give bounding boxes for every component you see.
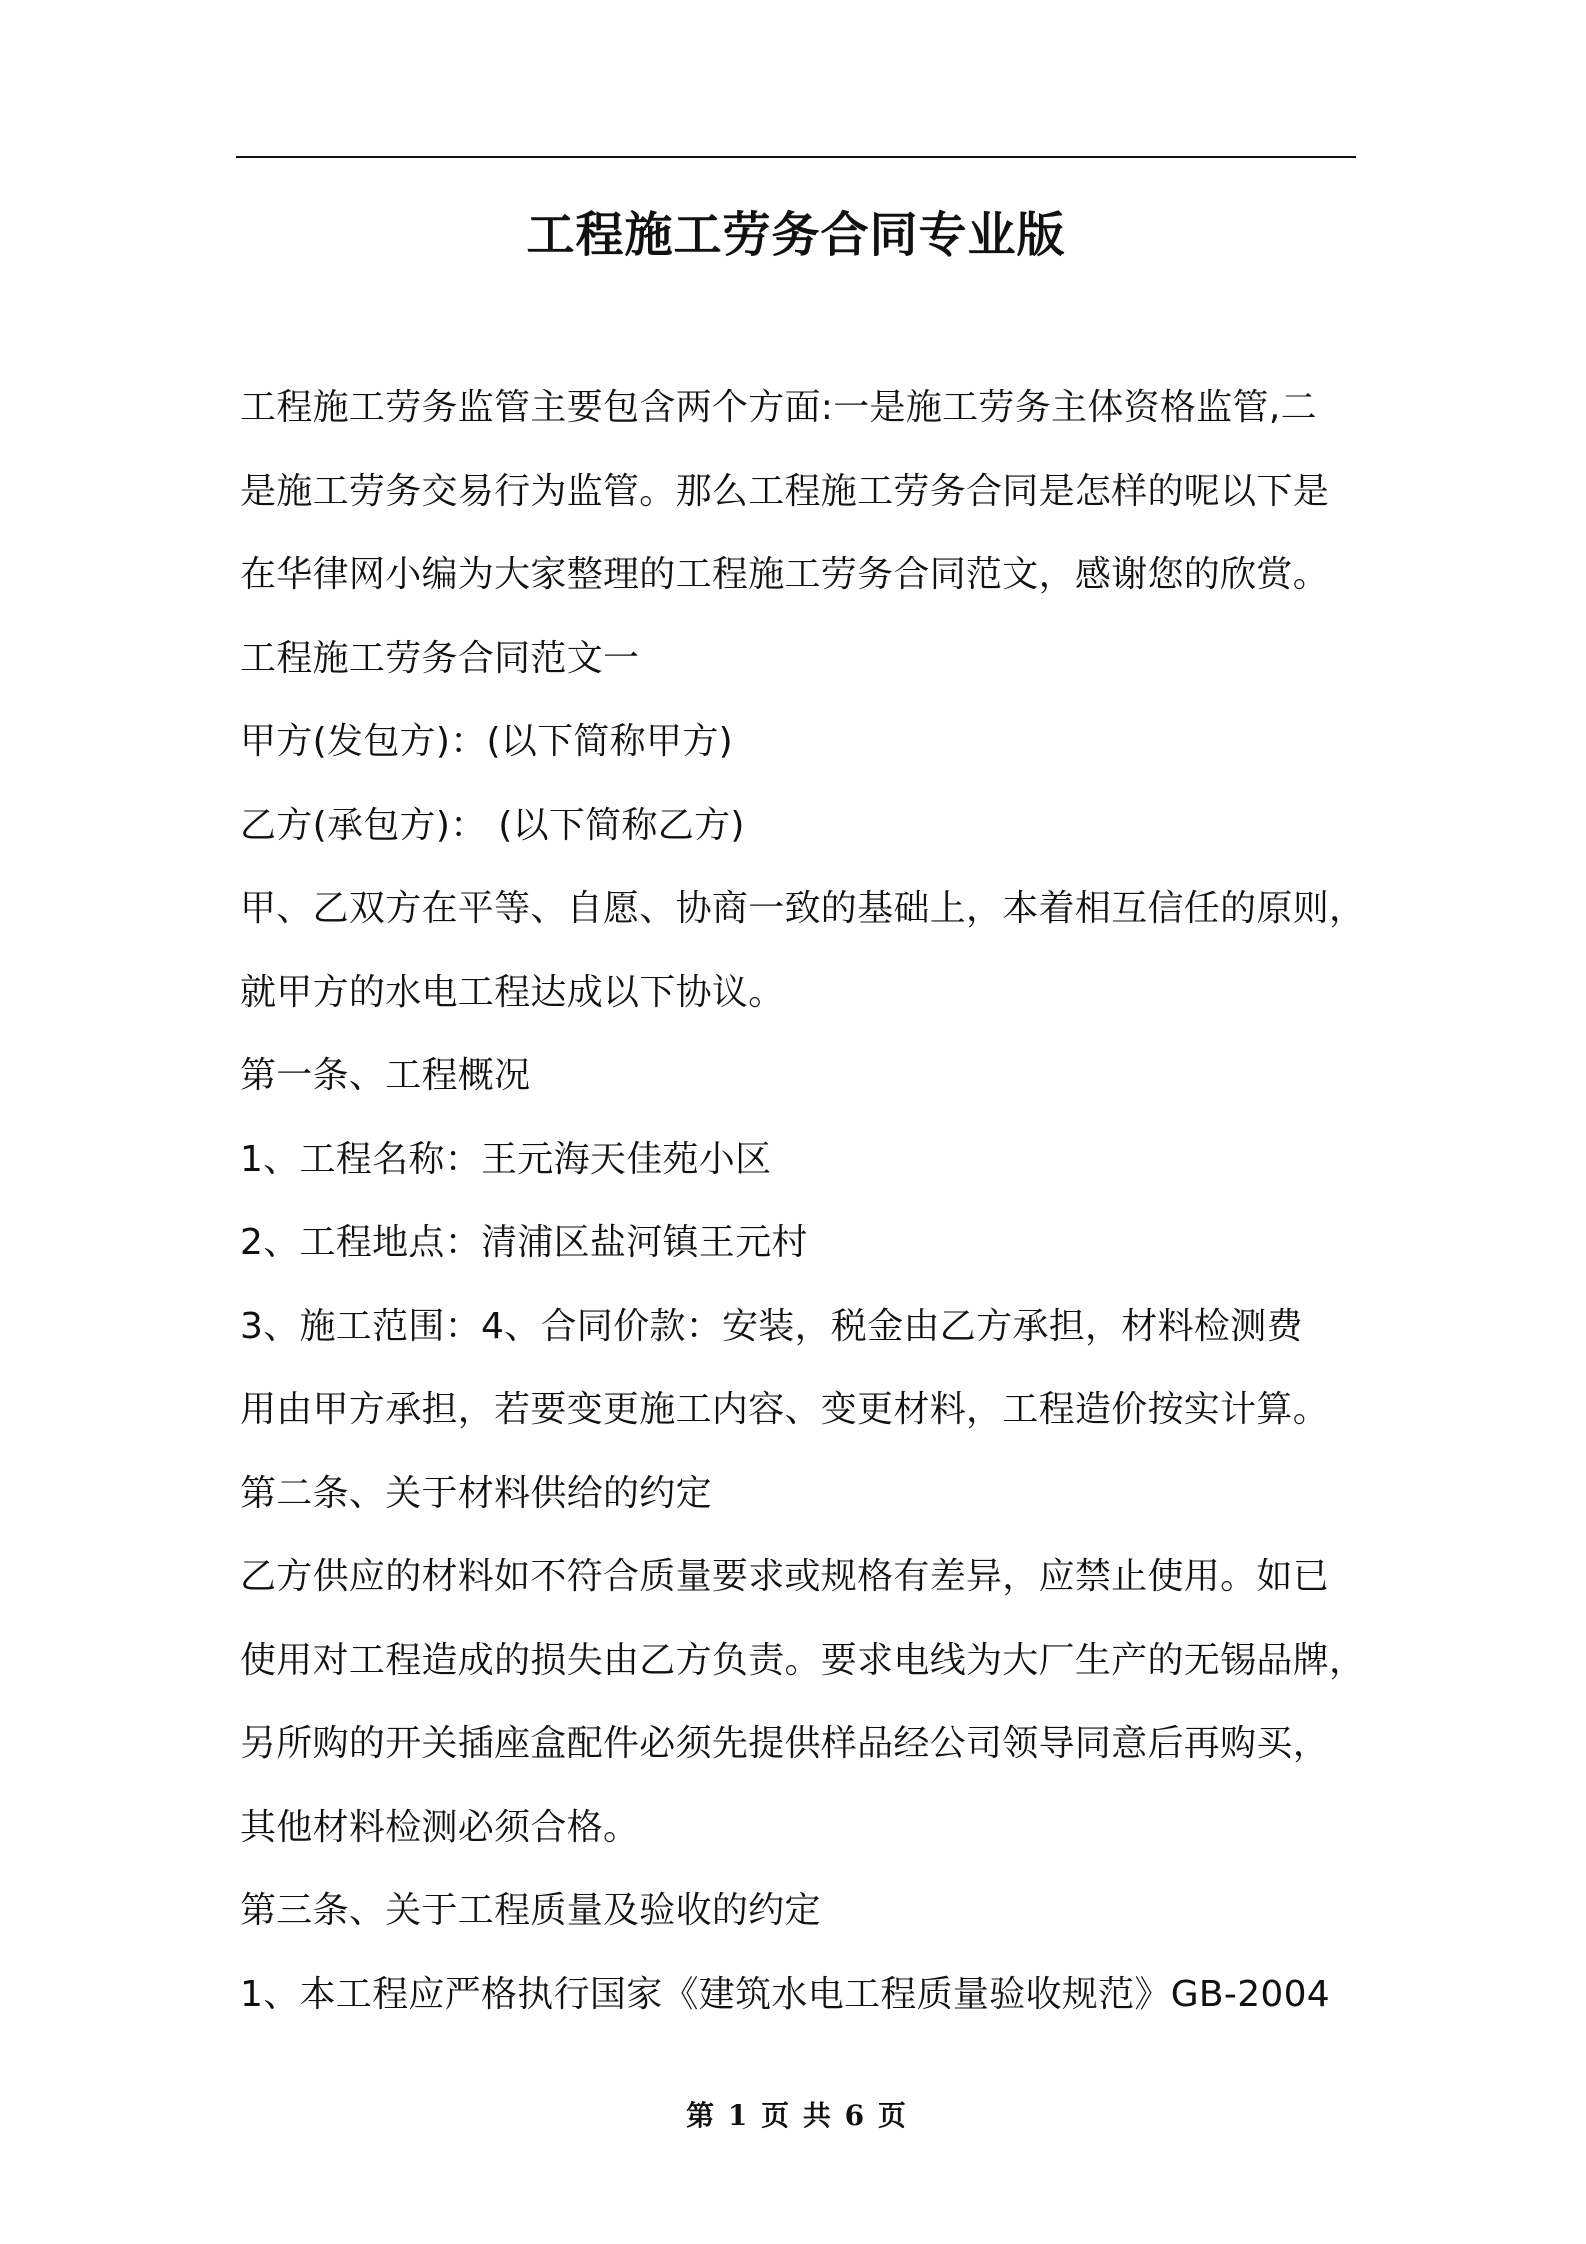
project-name-line: 1、工程名称：王元海天佳苑小区 — [240, 1138, 772, 1180]
body-line-13: 用由甲方承担，若要变更施工内容、变更材料，工程造价按实计算。 — [240, 1389, 1330, 1430]
header-rule — [236, 156, 1356, 158]
body-line-20: 1、本工程应严格执行国家《建筑水电工程质量验收规范》GB-2004 — [240, 1973, 1331, 2015]
body-line-3: 在华律网小编为大家整理的工程施工劳务合同范文，感谢您的欣赏。 — [240, 554, 1330, 595]
article-2-heading: 第二条、关于材料供给的约定 — [240, 1472, 712, 1514]
section-heading-sample-one: 工程施工劳务合同范文一 — [240, 637, 640, 679]
body-line-1: 工程施工劳务监管主要包含两个方面:一是施工劳务主体资格监管,二 — [240, 387, 1317, 428]
body-line-17: 另所购的开关插座盒配件必须先提供样品经公司领导同意后再购买， — [240, 1723, 1330, 1764]
party-b-line: 乙方(承包方)： (以下简称乙方) — [240, 804, 745, 846]
project-location-line: 2、工程地点：清浦区盐河镇王元村 — [240, 1222, 808, 1263]
page-number-footer: 第 1 页 共 6 页 — [686, 2099, 906, 2132]
body-line-8: 就甲方的水电工程达成以下协议。 — [240, 971, 785, 1013]
body-line-16: 使用对工程造成的损失由乙方负责。要求电线为大厂生产的无锡品牌， — [240, 1639, 1366, 1681]
document-body — [240, 366, 1366, 2036]
body-line-7: 甲、乙双方在平等、自愿、协商一致的基础上，本着相互信任的原则， — [240, 888, 1366, 929]
body-line-2: 是施工劳务交易行为监管。那么工程施工劳务合同是怎样的呢以下是 — [240, 470, 1330, 512]
article-1-heading: 第一条、工程概况 — [240, 1055, 531, 1096]
body-line-15: 乙方供应的材料如不符合质量要求或规格有差异，应禁止使用。如已 — [240, 1556, 1330, 1597]
construction-scope-line: 3、施工范围：4、合同价款：安装，税金由乙方承担，材料检测费 — [240, 1305, 1303, 1347]
party-a-line: 甲方(发包方)：(以下简称甲方) — [240, 721, 733, 762]
document-title: 工程施工劳务合同专业版 — [526, 207, 1066, 263]
article-3-heading: 第三条、关于工程质量及验收的约定 — [240, 1890, 821, 1931]
body-line-18: 其他材料检测必须合格。 — [240, 1806, 640, 1848]
